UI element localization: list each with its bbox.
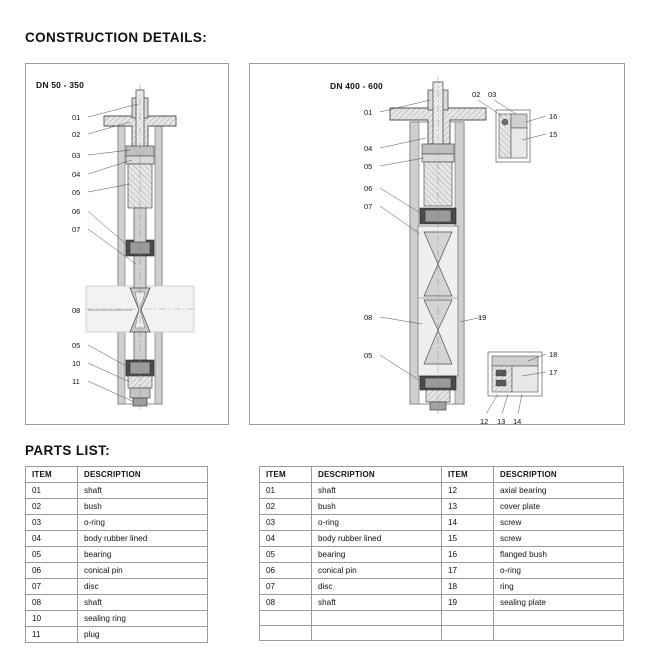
- cell-description-2: [494, 611, 624, 626]
- cell-item: 11: [26, 627, 78, 643]
- callout-right-07: 07: [364, 202, 373, 211]
- table-row: [26, 579, 208, 595]
- valve-drawing-dn50-350: [26, 64, 230, 426]
- cell-item: 04: [26, 531, 78, 547]
- table-row: [26, 563, 208, 579]
- callout-left-03: 03: [72, 151, 81, 160]
- callout-left-08: 08: [72, 306, 81, 315]
- cell-item: 02: [260, 499, 312, 515]
- cell-description: shaft: [312, 595, 442, 611]
- callout-left-06: 06: [72, 207, 81, 216]
- panel-label-dn50-350: DN 50 - 350: [36, 80, 85, 90]
- callout-left-02: 02: [72, 130, 81, 139]
- cell-item-2: 19: [442, 595, 494, 611]
- cell-item: 01: [26, 483, 78, 499]
- table-row: [260, 483, 624, 499]
- column-header-description: DESCRIPTION: [78, 467, 208, 483]
- cell-item-2: 12: [442, 483, 494, 499]
- page-title-parts: PARTS LIST:: [25, 443, 111, 458]
- cell-item: 04: [260, 531, 312, 547]
- table-row: [26, 547, 208, 563]
- callout-right-12: 12: [480, 417, 489, 426]
- cell-description-2: [494, 626, 624, 641]
- table-row: [260, 547, 624, 563]
- cell-description: o-ring: [312, 515, 442, 531]
- cell-description-2: axial bearing: [494, 483, 624, 499]
- cell-item: 08: [260, 595, 312, 611]
- cell-description: bush: [312, 499, 442, 515]
- callout-right-15: 15: [549, 130, 558, 139]
- callout-right-01: 01: [364, 108, 373, 117]
- callout-right-06: 06: [364, 184, 373, 193]
- cell-item: 07: [260, 579, 312, 595]
- table-row: [26, 483, 208, 499]
- cell-description: shaft: [78, 483, 208, 499]
- table-row: [26, 611, 208, 627]
- cell-description: body rubber lined: [78, 531, 208, 547]
- callout-right-18: 18: [549, 350, 558, 359]
- column-header-item: ITEM: [26, 467, 78, 483]
- parts-table-dn400-600: [259, 466, 624, 641]
- cell-item-2: 17: [442, 563, 494, 579]
- table-header-row: [26, 467, 208, 483]
- callout-right-14: 14: [513, 417, 522, 426]
- drawing-panel-dn400-600: [249, 63, 625, 425]
- cell-item-2: 14: [442, 515, 494, 531]
- table-row: [26, 595, 208, 611]
- table-row: [260, 563, 624, 579]
- cell-description: conical pin: [312, 563, 442, 579]
- table-row: [26, 515, 208, 531]
- cell-description: disc: [312, 579, 442, 595]
- cell-item: 01: [260, 483, 312, 499]
- cell-description-2: flanged bush: [494, 547, 624, 563]
- cell-description: disc: [78, 579, 208, 595]
- callout-right-13: 13: [497, 417, 506, 426]
- page-title-construction: CONSTRUCTION DETAILS:: [25, 30, 208, 45]
- callout-right-04: 04: [364, 144, 373, 153]
- callout-right-05: 05: [364, 162, 373, 171]
- cell-description: sealing ring: [78, 611, 208, 627]
- parts-table-dn50-350: [25, 466, 208, 643]
- cell-description: bush: [78, 499, 208, 515]
- callout-right-16: 16: [549, 112, 558, 121]
- callout-right-17: 17: [549, 368, 558, 377]
- table-row: [26, 531, 208, 547]
- cell-description-2: cover plate: [494, 499, 624, 515]
- column-header-item: ITEM: [260, 467, 312, 483]
- callout-right-08: 08: [364, 313, 373, 322]
- valve-drawing-dn400-600: [250, 64, 626, 426]
- cell-description: [312, 626, 442, 641]
- cell-item: 05: [260, 547, 312, 563]
- column-header-item-2: ITEM: [442, 467, 494, 483]
- cell-description: bearing: [312, 547, 442, 563]
- cell-description-2: screw: [494, 531, 624, 547]
- cell-item-2: [442, 626, 494, 641]
- cell-item: 06: [26, 563, 78, 579]
- cell-item-2: 15: [442, 531, 494, 547]
- table-row: [260, 531, 624, 547]
- cell-item-2: 18: [442, 579, 494, 595]
- panel-label-dn400-600: DN 400 - 600: [330, 81, 383, 91]
- callout-right-02: 02: [472, 90, 481, 99]
- table-row: [260, 626, 624, 641]
- table-row: [260, 611, 624, 626]
- column-header-description: DESCRIPTION: [312, 467, 442, 483]
- callout-right-19: 19: [478, 313, 487, 322]
- callout-right-03: 03: [488, 90, 497, 99]
- cell-description: o-ring: [78, 515, 208, 531]
- cell-description: bearing: [78, 547, 208, 563]
- cell-item: 05: [26, 547, 78, 563]
- cell-description: [312, 611, 442, 626]
- cell-item-2: [442, 611, 494, 626]
- callout-left-07: 07: [72, 225, 81, 234]
- cell-description: body rubber lined: [312, 531, 442, 547]
- column-header-description-2: DESCRIPTION: [494, 467, 624, 483]
- callout-left-04: 04: [72, 170, 81, 179]
- callout-left-11: 11: [72, 377, 80, 386]
- drawing-panel-dn50-350: [25, 63, 229, 425]
- cell-item: 08: [26, 595, 78, 611]
- cell-item: 07: [26, 579, 78, 595]
- callout-left-10: 10: [72, 359, 81, 368]
- cell-description: shaft: [312, 483, 442, 499]
- cell-item: 06: [260, 563, 312, 579]
- cell-item: 10: [26, 611, 78, 627]
- cell-item: [260, 626, 312, 641]
- cell-item: [260, 611, 312, 626]
- cell-item: 03: [26, 515, 78, 531]
- cell-item-2: 16: [442, 547, 494, 563]
- cell-description-2: o-ring: [494, 563, 624, 579]
- table-row: [260, 515, 624, 531]
- callout-left-01: 01: [72, 113, 81, 122]
- cell-description: shaft: [78, 595, 208, 611]
- callout-right-05b: 05: [364, 351, 373, 360]
- cell-item: 02: [26, 499, 78, 515]
- table-row: [26, 499, 208, 515]
- cell-description: plug: [78, 627, 208, 643]
- cell-item-2: 13: [442, 499, 494, 515]
- cell-description-2: ring: [494, 579, 624, 595]
- table-row: [260, 595, 624, 611]
- table-header-row: [260, 467, 624, 483]
- table-row: [26, 627, 208, 643]
- callout-left-05b: 05: [72, 341, 81, 350]
- cell-description-2: sealing plate: [494, 595, 624, 611]
- callout-left-05: 05: [72, 188, 81, 197]
- cell-description: conical pin: [78, 563, 208, 579]
- cell-item: 03: [260, 515, 312, 531]
- table-row: [260, 499, 624, 515]
- cell-description-2: screw: [494, 515, 624, 531]
- table-row: [260, 579, 624, 595]
